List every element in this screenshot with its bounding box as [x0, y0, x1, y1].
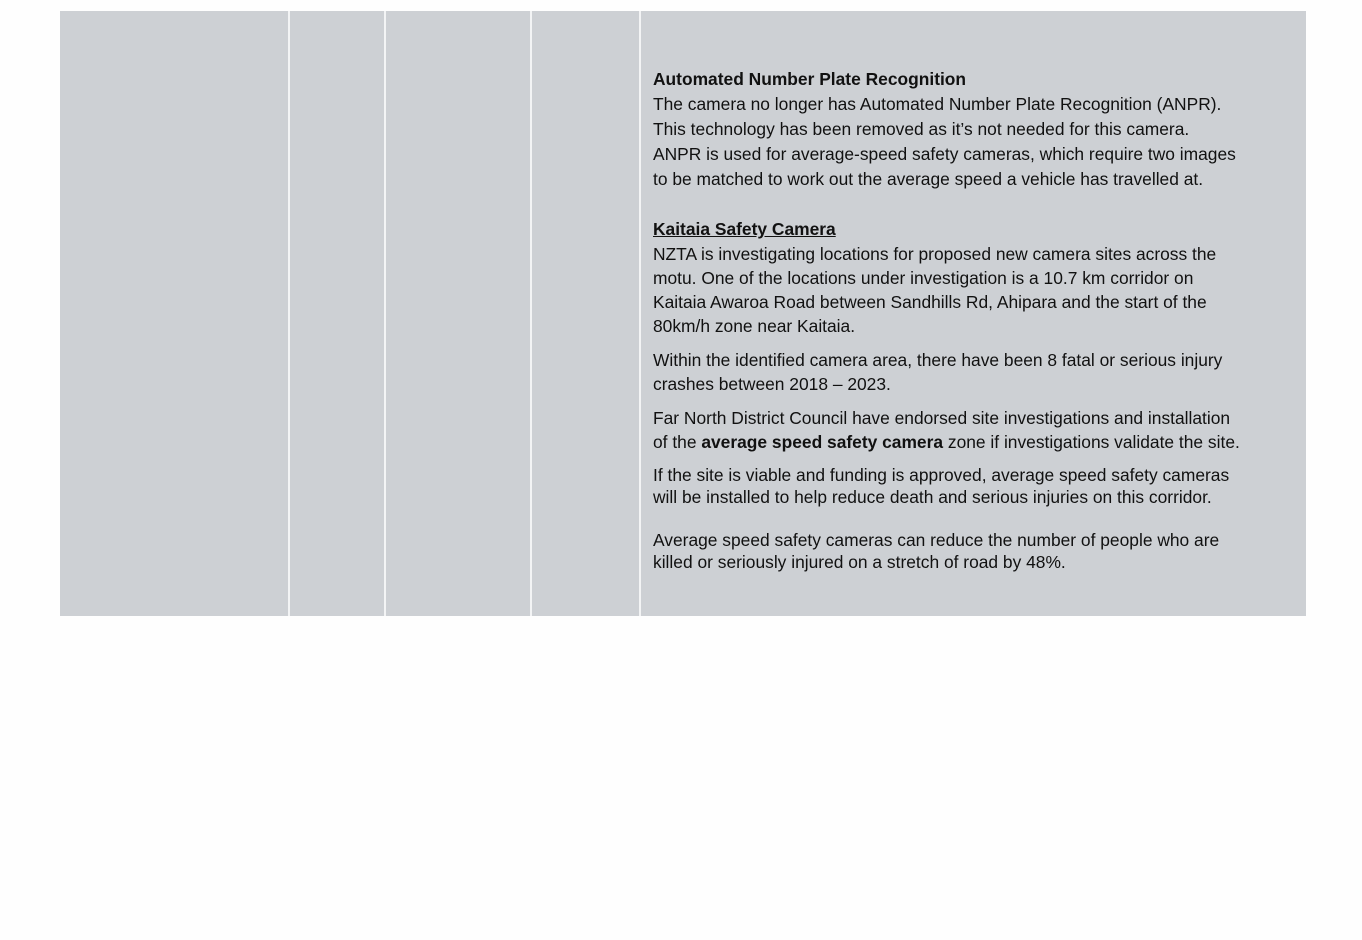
kaitaia-para3-bold: average speed safety camera [701, 432, 944, 452]
kaitaia-heading: Kaitaia Safety Camera [653, 219, 836, 239]
kaitaia-para5-line: killed or seriously injured on a stretch of road by 48%. [653, 552, 1066, 572]
anpr-line: ANPR is used for average-speed safety cameras, which require two images [653, 144, 1236, 164]
notes-cell [653, 67, 1298, 573]
kaitaia-para2-line: crashes between 2018 – 2023. [653, 374, 891, 394]
kaitaia-para5-line: Average speed safety cameras can reduce the number of people who are [653, 530, 1220, 550]
kaitaia-para3-post: zone if investigations validate the site. [943, 432, 1240, 452]
kaitaia-para3-pre: of the [653, 432, 702, 452]
anpr-heading: Automated Number Plate Recognition [653, 69, 967, 89]
kaitaia-para2-line: Within the identified camera area, there have been 8 fatal or serious injury [653, 350, 1223, 370]
kaitaia-para4-line: will be installed to help reduce death and serious injuries on this corridor. [653, 487, 1212, 507]
anpr-line: to be matched to work out the average speed a vehicle has travelled at. [653, 169, 1204, 189]
kaitaia-para4-line: If the site is viable and funding is approved, average speed safety cameras [653, 465, 1230, 485]
anpr-line: The camera no longer has Automated Number Plate Recognition (ANPR). [653, 94, 1222, 114]
kaitaia-para1-line: 80km/h zone near Kaitaia. [653, 316, 856, 336]
column-divider [639, 11, 641, 616]
column-divider [288, 11, 290, 616]
kaitaia-para1-line: NZTA is investigating locations for proposed new camera sites across the [653, 244, 1217, 264]
kaitaia-para1-line: Kaitaia Awaroa Road between Sandhills Rd, Ahipara and the start of the [653, 292, 1207, 312]
column-divider [530, 11, 532, 616]
column-divider [384, 11, 386, 616]
kaitaia-para3-line: Far North District Council have endorsed site investigations and installation [653, 408, 1231, 428]
kaitaia-para1-line: motu. One of the locations under investigation is a 10.7 km corridor on [653, 268, 1194, 288]
document-table [60, 11, 1306, 616]
anpr-line: This technology has been removed as it’s not needed for this camera. [653, 119, 1190, 139]
kaitaia-para3-line [653, 430, 1298, 454]
